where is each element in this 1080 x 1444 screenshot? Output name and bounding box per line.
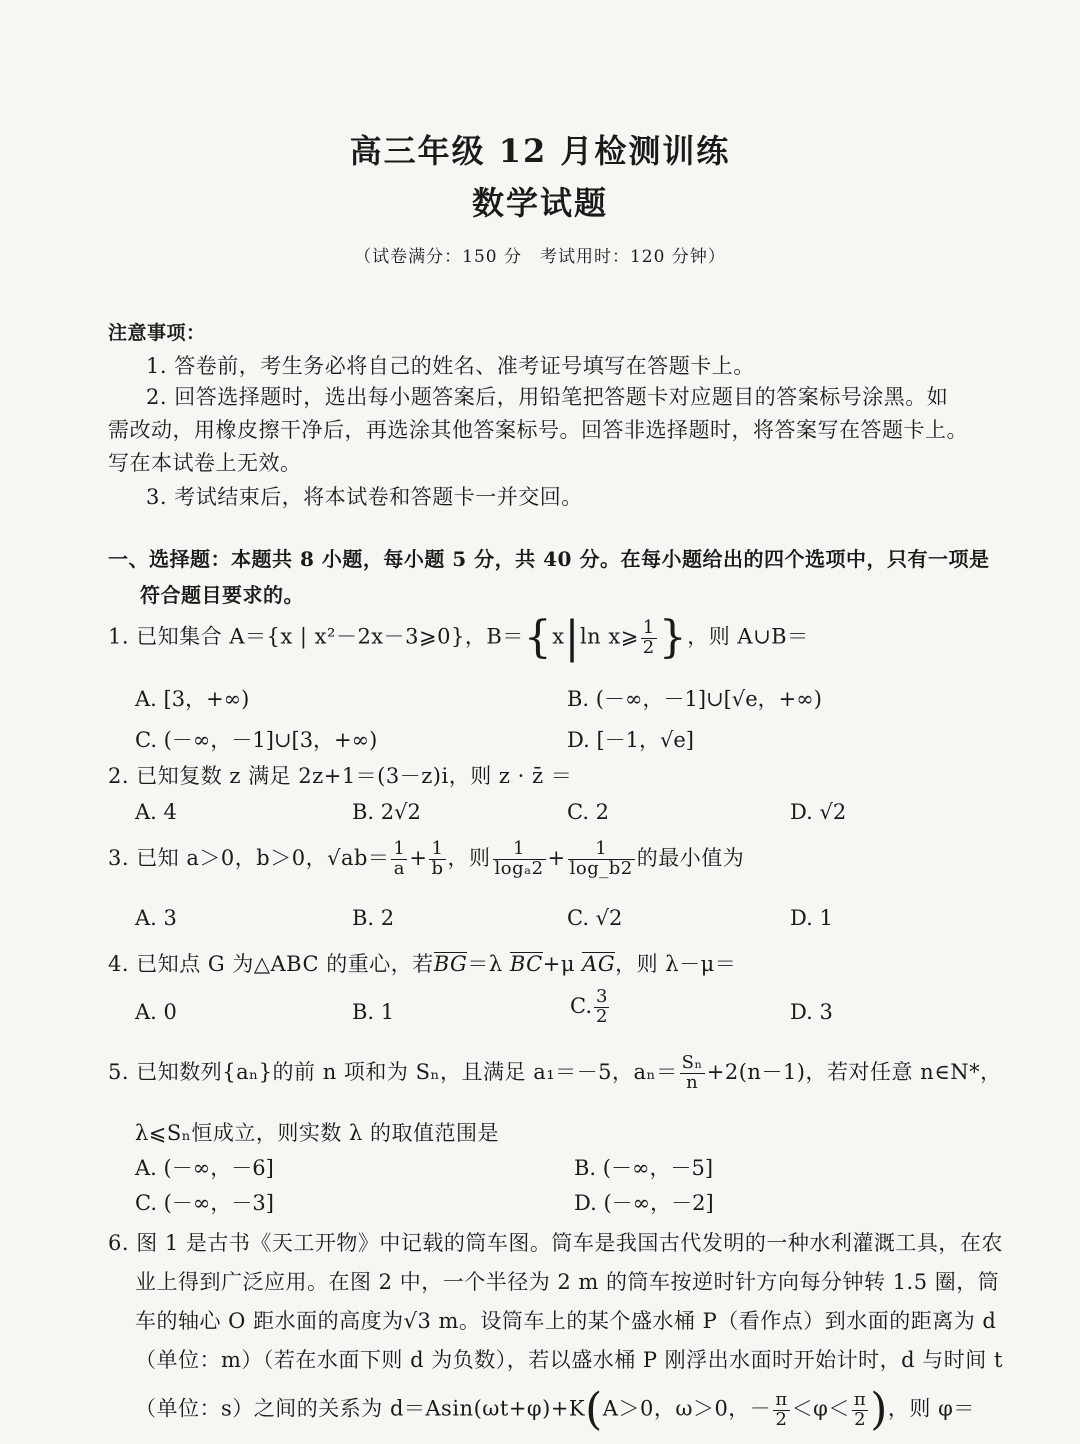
page-title: 高三年级 12 月检测训练 [349, 132, 731, 170]
question-6-line3: 车的轴心 O 距水面的高度为√3 m。设筒车上的某个盛水桶 P（看作点）到水面的距离为 d [135, 1309, 997, 1333]
q2-option-a: A. 4 [135, 800, 177, 824]
note-1: 1. 答卷前，考生务必将自己的姓名、准考证号填写在答题卡上。 [146, 354, 755, 378]
q5-option-a: A. (－∞，－6] [135, 1156, 274, 1180]
exam-info: （试卷满分：150 分 考试用时：120 分钟） [354, 247, 726, 267]
question-6-line2: 业上得到广泛应用。在图 2 中，一个半径为 2 m 的筒车按逆时针方向每分钟转 1.5 圈，筒 [135, 1270, 1000, 1294]
q2-option-b: B. 2√2 [352, 800, 421, 824]
q5-option-d: D. (－∞，－2] [574, 1191, 714, 1215]
question-1-stem: 1. 已知集合 A＝{x | x²－2x－3⩾0}，B＝{x|ln x⩾ $\frac{1}{2}$ }，则 A∪B＝ [108, 612, 809, 663]
question-6-line5: （单位：s）之间的关系为 d＝Asin(ωt+φ)+K(A＞0，ω＞0，－ $\frac{\pi}{2}$ ＜φ＜ $\frac{\pi}{2}$ )，则 φ＝ [135, 1384, 975, 1435]
q1-option-d: D. [－1，√e] [567, 728, 694, 752]
question-3-stem: 3. 已知 a＞0，b＞0，√ab＝ $\frac{1}{a}$ + $\frac{1}{b}$ ，则 $\frac{1}{\text{logₐ2}}$ + $\frac{1}{\log\_b2}$ 的最小值为 [108, 838, 745, 879]
q4-option-a: A. 0 [135, 1000, 177, 1024]
q3-option-a: A. 3 [135, 906, 177, 930]
q3-option-d: D. 1 [790, 906, 833, 930]
notes-heading: 注意事项： [108, 322, 206, 344]
q1-option-c: C. (－∞，－1]∪[3，+∞) [135, 728, 378, 752]
note-2b: 需改动，用橡皮擦干净后，再选涂其他答案标号。回答非选择题时，将答案写在答题卡上。 [108, 418, 968, 442]
question-4-stem: 4. 已知点 G 为△ABC 的重心，若BG＝λ BC+μ AG，则 λ－μ＝ [108, 952, 737, 976]
q4-option-d: D. 3 [790, 1000, 833, 1024]
note-2a: 2. 回答选择题时，选出每小题答案后，用铅笔把答题卡对应题目的答案标号涂黑。如 [146, 385, 949, 409]
section-heading-2: 符合题目要求的。 [140, 583, 304, 607]
q4-option-c: C. $\frac{3}{2}$ [570, 986, 608, 1027]
q2-option-c: C. 2 [567, 800, 610, 824]
q3-option-b: B. 2 [352, 906, 395, 930]
question-6-line1: 6. 图 1 是古书《天工开物》中记载的筒车图。筒车是我国古代发明的一种水利灌溉工具，在农 [108, 1231, 1003, 1255]
section-heading: 一、选择题：本题共 8 小题，每小题 5 分，共 40 分。在每小题给出的四个选项中，只有一项是 [108, 547, 990, 571]
q5-option-c: C. (－∞，－3] [135, 1191, 274, 1215]
q1-option-a: A. [3，+∞) [135, 687, 250, 711]
q4-option-b: B. 1 [352, 1000, 395, 1024]
note-3: 3. 考试结束后，将本试卷和答题卡一并交回。 [146, 485, 583, 509]
question-5-stem: 5. 已知数列{aₙ}的前 n 项和为 Sₙ，且满足 a₁＝－5，aₙ＝ $\frac{\text{Sₙ}}{n}$ +2(n－1)，若对任意 n∈N*， [108, 1052, 1002, 1093]
q2-option-d: D. √2 [790, 800, 847, 824]
q5-option-b: B. (－∞，－5] [574, 1156, 714, 1180]
note-2c: 写在本试卷上无效。 [108, 451, 302, 475]
q3-option-c: C. √2 [567, 906, 623, 930]
q1-option-b: B. (－∞，－1]∪[√e，+∞) [567, 687, 822, 711]
question-6-line4: （单位：m）（若在水面下则 d 为负数），若以盛水桶 P 刚浮出水面时开始计时，d 与时间 t [135, 1348, 1003, 1372]
question-2-stem: 2. 已知复数 z 满足 2z+1＝(3－z)i，则 z · z̄ ＝ [108, 764, 573, 788]
subject-title: 数学试题 [471, 184, 608, 222]
question-5-line2: λ⩽Sₙ恒成立，则实数 λ 的取值范围是 [135, 1121, 500, 1145]
